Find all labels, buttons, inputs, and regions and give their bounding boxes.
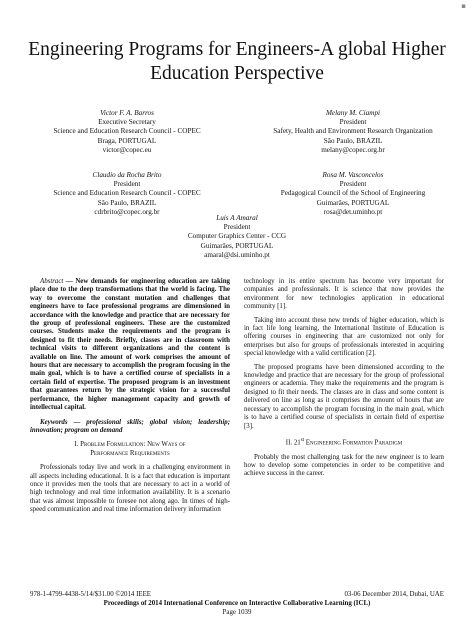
author-name: Victor F. A. Barros bbox=[100, 109, 154, 117]
author-location: São Paulo, BRAZIL bbox=[323, 136, 383, 145]
author-affiliation: Safety, Health and Environment Research Organization bbox=[273, 127, 433, 136]
author-block-5 bbox=[132, 214, 342, 260]
author-role: President bbox=[339, 118, 367, 127]
footer-isbn: 978-1-4799-4438-5/14/$31.00 ©2014 IEEE bbox=[30, 591, 152, 598]
abstract bbox=[30, 278, 230, 413]
section-title-line-1: Problem Formulation: New Ways of bbox=[80, 441, 186, 449]
author-block-4 bbox=[246, 171, 460, 217]
body-paragraph: Professionals today live and work in a challenging environment in all aspects including educational. It is a fact that education is important once it provides men the tools that are necessary to act in a world of high technology and real time information availability. It is a scenario that was almost impossible to foresee not along ago. In times of high-speed communication and real time information delivery information bbox=[30, 464, 230, 514]
author-name: Melany M. Ciampi bbox=[325, 109, 381, 117]
author-role: President bbox=[113, 180, 141, 189]
body-paragraph: Taking into account these new trends of higher education, which is in fact life long learning, the International Institute of Education is offering courses in engineering that are customized not only for enterprises but also for groups of professionals interested in acquiring special knowledge with a valid certification [2]. bbox=[244, 316, 444, 358]
author-email: melany@copec.org.br bbox=[321, 145, 385, 154]
author-affiliation: Science and Education Research Council - COPEC bbox=[53, 189, 201, 198]
body-paragraph: The proposed programs have been dimensioned according to the knowledge and practice that are necessary for the group of professional engineers or academia. They make the requirements and the program is designed to fit their needs. The classes are in class and some content is delivered on line as long as it comprises the amount of hours that are necessary to accomplish the program focusing in the main goal, which is to have a certified course of specialists in certain field of expertise [3]. bbox=[244, 363, 444, 430]
author-location: Braga, PORTUGAL bbox=[97, 136, 157, 145]
author-role: Executive Secretary bbox=[98, 118, 156, 127]
section-title-line-2: Performance Requirements bbox=[90, 449, 170, 457]
body-paragraph: Probably the most challenging task for the new engineer is to learn how to develop some competencies in order to be competitive and achieve success in the career. bbox=[244, 453, 444, 478]
body-paragraph: technology in its entire spectrum has become very important for companies and professionals. It is science that now provides the environment for new technologies application in educational community [1]. bbox=[244, 278, 444, 311]
author-location: Guimarães, PORTUGAL bbox=[316, 198, 390, 207]
abstract-text: — New demands for engineering education are taking place due to the deep transformations that the world is facing. The way to overcome the constant mutation and challenges that engineers have to face professional programs are dimensioned in accordance with the knowledge and practice that are necessary for the group of professional engineers. These are the customized courses. Students make the requirements and the program is designed to fit their needs. Briefly, classes are in classroom with technical visits to different organizations and the content is available on line. The amount of work comprises the amount of hours that are necessary to accomplish the program focusing in the main goal, which is to have a certified course of specialists in a certain field of expertise. The proposed program is an investment that guarantees return by the strategic vision for a successful performance, the higher management capacity and growth of intellectual capital. bbox=[30, 278, 230, 412]
author-location: São Paulo, BRAZIL bbox=[97, 198, 157, 207]
section-title-sup: st bbox=[300, 437, 305, 443]
section-heading-2 bbox=[244, 437, 444, 448]
author-email: victor@copec.eu bbox=[102, 145, 152, 154]
author-name: Luis A Amaral bbox=[216, 214, 258, 222]
author-role: President bbox=[223, 223, 251, 232]
section-number: II. bbox=[285, 439, 293, 447]
left-column bbox=[30, 278, 230, 520]
keywords: Keywords — professional skills; global vision; leadership; innovation; program on demand bbox=[30, 418, 230, 434]
author-name: Rosa M. Vasconcelos bbox=[322, 171, 384, 179]
footer-proceedings: Proceedings of 2014 International Conference on Interactive Collaborative Learning (ICL) bbox=[103, 600, 371, 607]
author-role: President bbox=[339, 180, 367, 189]
footer-page-number: Page 1039 bbox=[222, 609, 252, 616]
section-title-post: Engineering Formation Paradigm bbox=[304, 439, 403, 447]
author-block-1 bbox=[22, 109, 232, 155]
right-column bbox=[244, 278, 444, 484]
author-affiliation: Science and Education Research Council - COPEC bbox=[53, 127, 201, 136]
author-email: amaral@dsi.uminho.pt bbox=[204, 250, 270, 259]
corner-mark: ▪ bbox=[461, 2, 466, 10]
section-title-pre: 21 bbox=[293, 439, 301, 447]
author-email: cdrbrito@copec.org.br bbox=[94, 207, 160, 216]
author-location: Guimarães, PORTUGAL bbox=[200, 241, 274, 250]
author-affiliation: Pedagogical Council of the School of Engineering bbox=[280, 189, 426, 198]
author-block-2 bbox=[246, 109, 460, 155]
footer-date: 03-06 December 2014, Dubai, UAE bbox=[344, 591, 444, 598]
abstract-label: Abstract bbox=[40, 278, 64, 285]
section-heading-1 bbox=[30, 441, 230, 458]
author-name: Claudio da Rocha Brito bbox=[92, 171, 162, 179]
author-block-3 bbox=[22, 171, 232, 217]
author-email: rosa@det.uminho.pt bbox=[323, 207, 383, 216]
section-number: I. bbox=[74, 441, 79, 449]
author-affiliation: Computer Graphics Center - CCG bbox=[187, 232, 287, 241]
paper-title: Engineering Programs for Engineers-A global Higher Education Perspective bbox=[28, 39, 446, 84]
